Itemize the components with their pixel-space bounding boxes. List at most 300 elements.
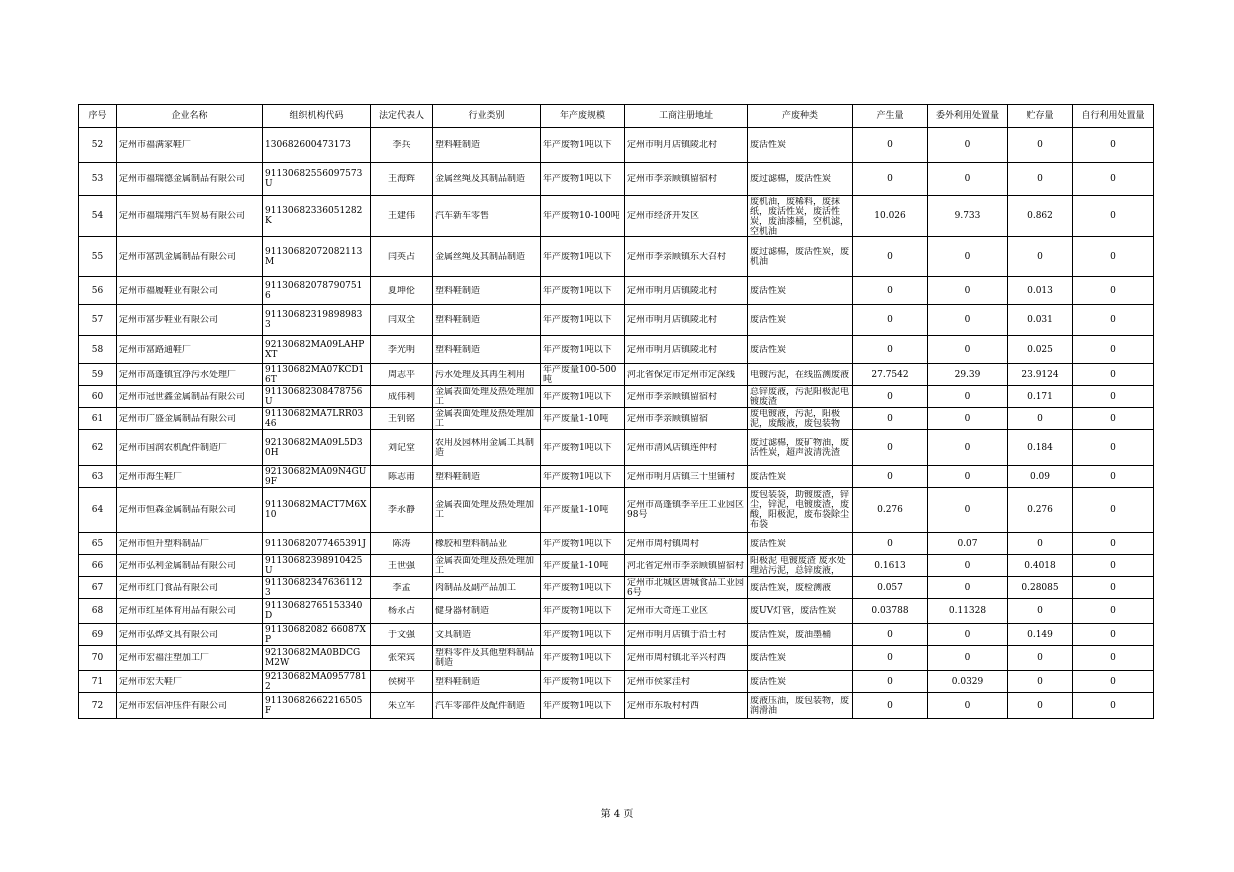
stored-amount: 0.276 xyxy=(1027,505,1053,515)
stored-amount-cell xyxy=(1008,364,1073,386)
row-index-cell xyxy=(79,305,117,336)
table-row xyxy=(79,196,1154,237)
stored-amount: 0 xyxy=(1037,676,1043,687)
scale: 年产废物1吨以下 xyxy=(543,629,612,640)
industry-cell xyxy=(433,408,541,430)
generated-amount: 0.03788 xyxy=(871,606,909,616)
row-index-cell xyxy=(79,336,117,364)
table-row xyxy=(79,466,1154,488)
company-name-cell xyxy=(117,533,263,555)
address: 定州市周村镇周村 xyxy=(627,538,700,549)
row-index-cell xyxy=(79,196,117,237)
generated-amount-cell xyxy=(853,237,928,277)
generated-amount-cell xyxy=(853,336,928,364)
waste-table xyxy=(78,104,1154,719)
org-code: 130682600473173 xyxy=(265,140,351,150)
row-index-cell xyxy=(79,128,117,163)
stored-amount: 0.149 xyxy=(1027,629,1053,640)
row-index-cell xyxy=(79,430,117,466)
stored-amount: 0 xyxy=(1037,606,1043,616)
generated-amount-cell xyxy=(853,408,928,430)
address-cell xyxy=(625,277,748,305)
waste-type: 废活性炭，废油墨桶 xyxy=(750,629,832,640)
org-code: 91130682556097573U xyxy=(265,169,363,189)
company-name-cell xyxy=(117,336,263,364)
self-disposed-amount: 0 xyxy=(1110,140,1116,150)
stored-amount-cell xyxy=(1008,533,1073,555)
legal-rep-cell xyxy=(371,693,433,719)
address-cell xyxy=(625,196,748,237)
legal-rep-cell xyxy=(371,555,433,577)
org-code: 91130682662216505F xyxy=(265,695,363,716)
self-disposed-amount-cell xyxy=(1073,533,1154,555)
waste-type: 废活性炭 xyxy=(750,140,787,150)
waste-type-cell xyxy=(748,624,853,646)
outsourced-amount: 0 xyxy=(964,560,971,571)
scale-cell xyxy=(541,386,625,408)
table-row xyxy=(79,305,1154,336)
company-name: 定州市弘烨文具有限公司 xyxy=(119,629,219,640)
address-cell xyxy=(625,693,748,719)
industry-cell xyxy=(433,624,541,646)
legal-rep-cell xyxy=(371,237,433,277)
address: 定州市明月店镇陵北村 xyxy=(627,285,718,296)
generated-amount-cell xyxy=(853,577,928,599)
address-cell xyxy=(625,305,748,336)
stored-amount: 0 xyxy=(1037,251,1043,262)
outsourced-amount-cell xyxy=(928,599,1008,624)
waste-type-cell xyxy=(748,466,853,488)
stored-amount-cell xyxy=(1008,128,1073,163)
stored-amount-cell xyxy=(1008,237,1073,277)
scale-cell xyxy=(541,364,625,386)
address-cell xyxy=(625,488,748,533)
legal-rep: 王海辉 xyxy=(387,174,415,184)
generated-amount: 0.276 xyxy=(877,505,903,515)
self-disposed-amount-cell xyxy=(1073,646,1154,671)
scale-cell xyxy=(541,277,625,305)
stored-amount: 0.171 xyxy=(1027,391,1053,402)
waste-type-cell xyxy=(748,386,853,408)
outsourced-amount: 0 xyxy=(964,471,971,482)
row-index: 70 xyxy=(91,653,104,663)
waste-type-cell xyxy=(748,577,853,599)
legal-rep-cell xyxy=(371,624,433,646)
outsourced-amount: 0 xyxy=(964,629,971,640)
address: 河北省保定市定州市定深线 xyxy=(627,369,736,380)
self-disposed-amount: 0 xyxy=(1110,676,1116,687)
self-disposed-amount: 0 xyxy=(1110,471,1116,482)
address-cell xyxy=(625,128,748,163)
waste-type: 废电镀液，污泥，阳极泥，废酸液，废包装物 xyxy=(750,408,841,429)
outsourced-amount-cell xyxy=(928,466,1008,488)
company-name-cell xyxy=(117,408,263,430)
generated-amount: 0 xyxy=(887,251,893,262)
scale-cell xyxy=(541,128,625,163)
outsourced-amount: 0 xyxy=(964,700,971,711)
stored-amount: 0.862 xyxy=(1027,211,1053,221)
self-disposed-amount-cell xyxy=(1073,305,1154,336)
row-index-cell xyxy=(79,555,117,577)
company-name-cell xyxy=(117,555,263,577)
legal-rep-cell xyxy=(371,163,433,196)
generated-amount: 0 xyxy=(887,676,893,687)
industry: 文具制造 xyxy=(435,629,472,640)
row-index: 59 xyxy=(91,369,104,380)
outsourced-amount: 0.0329 xyxy=(951,676,984,687)
scale: 年产废物1吨以下 xyxy=(543,538,612,549)
scale: 年产废物1吨以下 xyxy=(543,676,612,687)
table-row xyxy=(79,488,1154,533)
table-row xyxy=(79,336,1154,364)
org-code-cell xyxy=(263,305,371,336)
row-index: 69 xyxy=(91,629,104,640)
waste-type: 阳极泥 电镀废渣 废水处理站污泥，总锌废液， xyxy=(750,555,846,576)
org-code-cell xyxy=(263,386,371,408)
stored-amount: 0.013 xyxy=(1027,285,1053,296)
outsourced-amount-cell xyxy=(928,364,1008,386)
waste-type: 电镀污泥，在线监测废液 xyxy=(750,369,850,380)
self-disposed-amount: 0 xyxy=(1110,442,1116,453)
outsourced-amount: 0 xyxy=(964,285,971,296)
self-disposed-amount-cell xyxy=(1073,430,1154,466)
col-header-legal-rep: 法定代表人 xyxy=(371,105,433,128)
waste-type: 废活性炭，废检测液 xyxy=(750,582,832,593)
legal-rep: 张荣宾 xyxy=(387,653,415,663)
generated-amount: 0 xyxy=(887,538,893,549)
row-index: 53 xyxy=(91,174,104,184)
industry: 汽车新车零售 xyxy=(435,211,490,221)
self-disposed-amount-cell xyxy=(1073,488,1154,533)
industry-cell xyxy=(433,305,541,336)
industry-cell xyxy=(433,671,541,693)
org-code-cell xyxy=(263,277,371,305)
company-name: 定州市高蓬镇宜净污水处理厂 xyxy=(119,369,237,380)
stored-amount-cell xyxy=(1008,386,1073,408)
self-disposed-amount: 0 xyxy=(1110,391,1116,402)
page-number: 第 4 页 xyxy=(600,809,634,820)
self-disposed-amount: 0 xyxy=(1110,505,1116,515)
generated-amount-cell xyxy=(853,555,928,577)
self-disposed-amount-cell xyxy=(1073,277,1154,305)
outsourced-amount: 0 xyxy=(964,140,971,150)
industry: 塑料鞋制造 xyxy=(435,285,481,296)
org-code-cell xyxy=(263,533,371,555)
address: 定州市李亲顾镇东大召村 xyxy=(627,251,727,262)
industry-cell xyxy=(433,646,541,671)
industry: 金属丝绳及其制品制造 xyxy=(435,174,526,184)
waste-type: 废UV灯管，废活性炭 xyxy=(750,606,837,616)
org-code-cell xyxy=(263,163,371,196)
self-disposed-amount-cell xyxy=(1073,624,1154,646)
industry: 塑料鞋制造 xyxy=(435,140,481,150)
legal-rep-cell xyxy=(371,646,433,671)
generated-amount-cell xyxy=(853,624,928,646)
row-index: 66 xyxy=(91,560,104,571)
company-name: 定州市广盛金属制品有限公司 xyxy=(119,413,237,424)
col-header-scale: 年产废规模 xyxy=(541,105,625,128)
generated-amount: 0 xyxy=(887,471,893,482)
generated-amount: 0 xyxy=(887,700,893,711)
industry: 塑料鞋制造 xyxy=(435,676,481,687)
outsourced-amount-cell xyxy=(928,646,1008,671)
scale-cell xyxy=(541,163,625,196)
generated-amount: 0 xyxy=(887,391,893,402)
org-code-cell xyxy=(263,237,371,277)
stored-amount-cell xyxy=(1008,599,1073,624)
outsourced-amount-cell xyxy=(928,488,1008,533)
address: 定州市周村镇北辛兴村西 xyxy=(627,653,727,663)
waste-type-cell xyxy=(748,555,853,577)
stored-amount-cell xyxy=(1008,305,1073,336)
self-disposed-amount: 0 xyxy=(1110,174,1116,184)
company-name: 定州市国润农机配件制造厂 xyxy=(119,442,228,453)
company-name-cell xyxy=(117,277,263,305)
stored-amount: 0.025 xyxy=(1027,344,1053,355)
waste-type: 废机油，废稀料，废抹纸，废活性炭，废活性炭，废油漆桶，空机滤，空机油 xyxy=(750,196,850,236)
stored-amount: 0.031 xyxy=(1027,315,1053,325)
generated-amount: 0 xyxy=(887,442,893,453)
outsourced-amount-cell xyxy=(928,128,1008,163)
outsourced-amount: 0 xyxy=(964,505,971,515)
address-cell xyxy=(625,408,748,430)
self-disposed-amount-cell xyxy=(1073,336,1154,364)
address: 定州市明月店镇陵北村 xyxy=(627,315,718,325)
legal-rep-cell xyxy=(371,466,433,488)
waste-type-cell xyxy=(748,277,853,305)
waste-type-cell xyxy=(748,488,853,533)
scale: 年产废物1吨以下 xyxy=(543,653,612,663)
generated-amount: 0 xyxy=(887,174,893,184)
company-name: 定州市宏天鞋厂 xyxy=(119,676,183,687)
row-index-cell xyxy=(79,364,117,386)
row-index: 54 xyxy=(91,211,104,221)
legal-rep-cell xyxy=(371,305,433,336)
company-name: 定州市福瑞德金属制品有限公司 xyxy=(119,174,246,184)
row-index-cell xyxy=(79,646,117,671)
legal-rep-cell xyxy=(371,533,433,555)
col-header-outsourced: 委外利用处置量 xyxy=(928,105,1008,128)
outsourced-amount-cell xyxy=(928,624,1008,646)
scale: 年产废物1吨以下 xyxy=(543,140,612,150)
address-cell xyxy=(625,430,748,466)
generated-amount: 0.1613 xyxy=(874,560,906,571)
table-row xyxy=(79,577,1154,599)
self-disposed-amount-cell xyxy=(1073,128,1154,163)
self-disposed-amount: 0 xyxy=(1110,251,1116,262)
company-name: 定州市福履鞋业有限公司 xyxy=(119,285,219,296)
row-index-cell xyxy=(79,237,117,277)
legal-rep: 成伟利 xyxy=(387,391,415,402)
row-index-cell xyxy=(79,277,117,305)
company-name: 定州市富凯金属制品有限公司 xyxy=(119,251,237,262)
scale-cell xyxy=(541,646,625,671)
address-cell xyxy=(625,646,748,671)
org-code: 91130682347636112 3 xyxy=(265,577,363,598)
company-name-cell xyxy=(117,488,263,533)
legal-rep: 王钊铭 xyxy=(387,413,415,424)
company-name: 定州市宏信冲压件有限公司 xyxy=(119,700,228,711)
industry-cell xyxy=(433,237,541,277)
stored-amount: 0 xyxy=(1037,700,1043,711)
row-index-cell xyxy=(79,408,117,430)
outsourced-amount: 0 xyxy=(964,413,971,424)
scale: 年产废物1吨以下 xyxy=(543,174,612,184)
outsourced-amount-cell xyxy=(928,163,1008,196)
stored-amount: 0 xyxy=(1037,538,1043,549)
waste-type: 废活性炭 xyxy=(750,653,787,663)
org-code-cell xyxy=(263,693,371,719)
col-header-stored: 贮存量 xyxy=(1008,105,1073,128)
outsourced-amount: 0 xyxy=(964,174,971,184)
self-disposed-amount-cell xyxy=(1073,599,1154,624)
address: 定州市清风店镇连仲村 xyxy=(627,442,718,453)
legal-rep-cell xyxy=(371,196,433,237)
company-name-cell xyxy=(117,599,263,624)
address: 定州市东坂村村西 xyxy=(627,700,700,711)
generated-amount: 0 xyxy=(887,653,893,663)
table-row xyxy=(79,555,1154,577)
waste-type-cell xyxy=(748,408,853,430)
company-name: 定州市红星体育用品有限公司 xyxy=(119,606,237,616)
row-index: 56 xyxy=(91,285,104,296)
industry: 金属表面处理及热处理加工 xyxy=(435,500,535,520)
industry: 塑料零件及其他塑料制品制造 xyxy=(435,648,535,668)
scale: 年产废量1-10吨 xyxy=(543,505,609,515)
generated-amount: 0 xyxy=(887,140,893,150)
generated-amount-cell xyxy=(853,693,928,719)
waste-type-cell xyxy=(748,599,853,624)
legal-rep: 闫双全 xyxy=(387,315,415,325)
waste-type-cell xyxy=(748,430,853,466)
stored-amount-cell xyxy=(1008,466,1073,488)
waste-type: 废活性炭 xyxy=(750,676,787,687)
company-name-cell xyxy=(117,196,263,237)
self-disposed-amount: 0 xyxy=(1110,653,1116,663)
scale-cell xyxy=(541,599,625,624)
legal-rep: 李光明 xyxy=(387,344,415,355)
address-cell xyxy=(625,386,748,408)
legal-rep: 陈志甫 xyxy=(387,471,415,482)
org-code-cell xyxy=(263,646,371,671)
address: 定州市侯家洼村 xyxy=(627,676,691,687)
legal-rep-cell xyxy=(371,408,433,430)
address: 定州市李亲顾镇留宿村 xyxy=(627,174,718,184)
generated-amount-cell xyxy=(853,128,928,163)
generated-amount-cell xyxy=(853,364,928,386)
industry-cell xyxy=(433,336,541,364)
industry: 健身器材制造 xyxy=(435,606,490,616)
waste-type-cell xyxy=(748,305,853,336)
address: 定州市李亲顾镇留宿 xyxy=(627,413,709,424)
row-index: 65 xyxy=(91,538,104,549)
outsourced-amount: 0 xyxy=(964,582,971,593)
stored-amount-cell xyxy=(1008,693,1073,719)
org-code: 91130682398910425U xyxy=(265,555,363,576)
address: 定州市大奇连工业区 xyxy=(627,606,709,616)
industry: 金属丝绳及其制品制造 xyxy=(435,251,526,262)
outsourced-amount-cell xyxy=(928,430,1008,466)
company-name-cell xyxy=(117,624,263,646)
outsourced-amount-cell xyxy=(928,408,1008,430)
waste-type: 废液压油，废包装物，废润滑油 xyxy=(750,695,850,716)
generated-amount-cell xyxy=(853,386,928,408)
stored-amount: 0.4018 xyxy=(1024,560,1056,571)
waste-type: 废包装袋，助镀废渣，锌尘，锌泥，电镀废渣，废酸，阳极泥，废布袋除尘布袋 xyxy=(750,490,850,530)
outsourced-amount: 0.11328 xyxy=(948,606,987,616)
scale-cell xyxy=(541,430,625,466)
legal-rep-cell xyxy=(371,128,433,163)
waste-type: 废活性炭 xyxy=(750,538,787,549)
industry-cell xyxy=(433,466,541,488)
address: 定州市明月店镇陵北村 xyxy=(627,344,718,355)
legal-rep-cell xyxy=(371,336,433,364)
legal-rep: 刘记堂 xyxy=(387,442,415,453)
scale: 年产废物1吨以下 xyxy=(543,606,612,616)
org-code-cell xyxy=(263,128,371,163)
self-disposed-amount: 0 xyxy=(1110,606,1116,616)
org-code-cell xyxy=(263,408,371,430)
row-index: 57 xyxy=(91,315,104,325)
scale: 年产废物1吨以下 xyxy=(543,582,612,593)
outsourced-amount-cell xyxy=(928,555,1008,577)
self-disposed-amount-cell xyxy=(1073,364,1154,386)
industry-cell xyxy=(433,277,541,305)
row-index-cell xyxy=(79,693,117,719)
col-header-index: 序号 xyxy=(79,105,117,128)
outsourced-amount: 0 xyxy=(964,315,971,325)
col-header-waste-type: 产废种类 xyxy=(748,105,853,128)
legal-rep: 王世强 xyxy=(387,560,415,571)
self-disposed-amount-cell xyxy=(1073,408,1154,430)
legal-rep-cell xyxy=(371,488,433,533)
industry-cell xyxy=(433,577,541,599)
waste-type: 总锌废液，污泥阳极泥电镀废渣 xyxy=(750,386,850,407)
scale: 年产废物10-100吨 xyxy=(543,211,620,221)
outsourced-amount: 0 xyxy=(964,653,971,663)
address: 定州市高蓬镇李辛庄工业园区98号 xyxy=(627,500,745,520)
company-name: 定州市宏福注塑加工厂 xyxy=(119,653,210,663)
scale-cell xyxy=(541,305,625,336)
generated-amount-cell xyxy=(853,671,928,693)
row-index-cell xyxy=(79,533,117,555)
stored-amount-cell xyxy=(1008,408,1073,430)
address: 定州市明月店镇陵北村 xyxy=(627,140,718,150)
org-code-cell xyxy=(263,577,371,599)
stored-amount: 0 xyxy=(1037,140,1043,150)
outsourced-amount: 9.733 xyxy=(954,211,981,221)
org-code: 91130682082 66087XP xyxy=(265,624,366,645)
stored-amount-cell xyxy=(1008,624,1073,646)
stored-amount: 23.9124 xyxy=(1021,369,1059,380)
company-name-cell xyxy=(117,693,263,719)
outsourced-amount-cell xyxy=(928,336,1008,364)
self-disposed-amount: 0 xyxy=(1110,315,1116,325)
org-code: 91130682MA7LRR0346 xyxy=(265,408,364,429)
org-code: 91130682072082113M xyxy=(265,246,363,267)
table-row xyxy=(79,364,1154,386)
self-disposed-amount: 0 xyxy=(1110,344,1116,355)
legal-rep: 夏坤伦 xyxy=(387,285,415,296)
industry: 农用及园林用金属工具制造 xyxy=(435,437,535,458)
legal-rep: 闫英占 xyxy=(387,251,415,262)
org-code: 91130682319898983 3 xyxy=(265,310,363,330)
scale: 年产废物1吨以下 xyxy=(543,471,612,482)
org-code-cell xyxy=(263,555,371,577)
generated-amount-cell xyxy=(853,305,928,336)
row-index: 63 xyxy=(91,471,104,482)
industry-cell xyxy=(433,364,541,386)
